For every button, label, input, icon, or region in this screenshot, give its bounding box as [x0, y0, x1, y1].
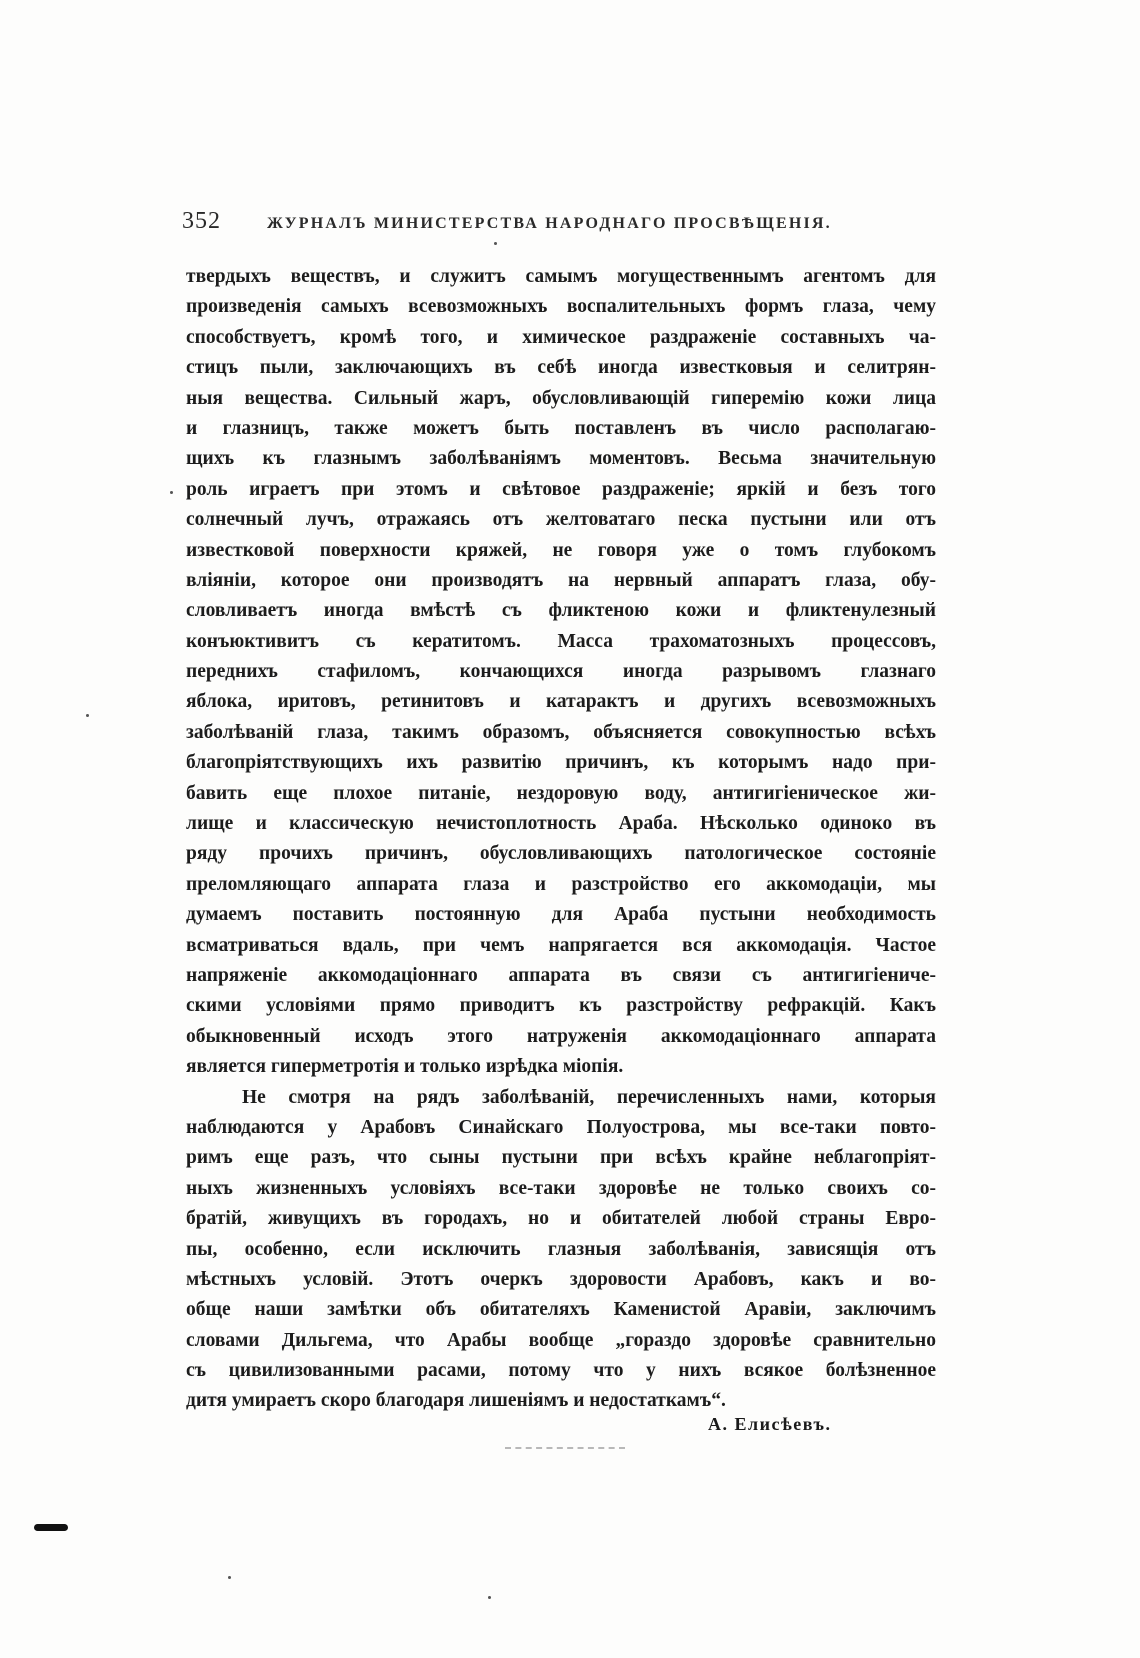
scan-speck — [494, 242, 497, 245]
text-line: ныхъ жизненныхъ условіяхъ все-таки здоровѣе не только своихъ со- — [186, 1177, 936, 1199]
text-line: ряду прочихъ причинъ, обусловливающихъ патологическое состояніе — [186, 843, 936, 865]
text-line: ныя вещества. Сильный жаръ, обусловливающій гиперемію кожи лица — [186, 387, 936, 409]
text-line: всматриваться вдаль, при чемъ напрягается вся аккомодація. Частое — [186, 934, 936, 956]
text-line: братій, живущихъ въ городахъ, но и обитателей любой страны Евро- — [186, 1208, 936, 1230]
text-line: заболѣваній глаза, такимъ образомъ, объясняется совокупностью всѣхъ — [186, 721, 936, 743]
paragraph-1 — [186, 262, 936, 1083]
text-line: благопріятствующихъ ихъ развитію причинъ, къ которымъ надо при- — [186, 752, 936, 774]
text-line: римъ еще разъ, что сыны пустыни при всѣхъ крайне неблагопріят- — [186, 1147, 936, 1169]
text-line: твердыхъ веществъ, и служитъ самымъ могущественнымъ агентомъ для — [186, 266, 936, 287]
text-line: стицъ пыли, заключающихъ въ себѣ иногда известковыя и селитрян- — [186, 357, 936, 379]
text-line: словливаетъ иногда вмѣстѣ съ фликтеною кожи и фликтенулезный — [186, 600, 936, 622]
text-line: словами Дильгема, что Арабы вообще „гораздо здоровѣе сравнительно — [186, 1329, 936, 1351]
text-line: преломляющаго аппарата глаза и разстройство его аккомодаціи, мы — [186, 873, 936, 895]
text-line: мѣстныхъ условій. Этотъ очеркъ здоровости Арабовъ, какъ и во- — [186, 1268, 936, 1290]
text-line: дитя умираетъ скоро благодаря лишеніямъ и недостаткамъ“. — [186, 1390, 726, 1412]
author-signature: А. Елисѣевъ. — [708, 1414, 832, 1434]
text-line: конъюктивитъ съ кератитомъ. Масса трахоматозныхъ процессовъ, — [186, 630, 936, 652]
running-head: ЖУРНАЛЪ МИНИСТЕРСТВА НАРОДНАГО ПРОСВѢЩЕНІЯ. — [267, 215, 832, 232]
text-line: переднихъ стафиломъ, кончающихся иногда разрывомъ глазнаго — [186, 661, 936, 683]
text-line: думаемъ поставить постоянную для Араба пустыни необходимость — [186, 904, 936, 926]
paragraph-2 — [186, 1083, 936, 1417]
scan-speck — [86, 714, 89, 717]
text-line: напряженіе аккомодаціоннаго аппарата въ связи съ антигигіениче- — [186, 964, 936, 986]
text-line: произведенія самыхъ всевозможныхъ воспалительныхъ формъ глаза, чему — [186, 296, 936, 318]
text-line: солнечный лучъ, отражаясь отъ желтоватаго песка пустыни или отъ — [186, 509, 936, 531]
text-line: обще наши замѣтки объ обитателяхъ Каменистой Аравіи, заключимъ — [186, 1299, 936, 1321]
text-line: съ цивилизованными расами, потому что у нихъ всякое болѣзненное — [186, 1360, 936, 1382]
section-divider — [505, 1447, 625, 1449]
scan-mark — [34, 1524, 68, 1531]
text-line: известковой поверхности кряжей, не говоря уже о томъ глубокомъ — [186, 539, 936, 561]
text-line: является гиперметротія и только изрѣдка міопія. — [186, 1056, 624, 1078]
text-line: пы, особенно, если исключить глазныя заболѣванія, зависящія отъ — [186, 1238, 936, 1260]
page-number: 352 — [182, 208, 221, 234]
text-line: вліяніи, которое они производятъ на нервный аппаратъ глаза, обу- — [186, 569, 936, 591]
text-line: яблока, иритовъ, ретинитовъ и катарактъ и другихъ всевозможныхъ — [186, 691, 936, 713]
text-line: скими условіями прямо приводитъ къ разстройству рефракцій. Какъ — [186, 995, 936, 1017]
scan-speck — [228, 1576, 231, 1579]
text-line: наблюдаются у Арабовъ Синайскаго Полуострова, мы все-таки повто- — [186, 1116, 936, 1138]
body-text — [186, 262, 936, 1417]
scan-speck — [170, 491, 173, 494]
text-line: Не смотря на рядъ заболѣваній, перечисленныхъ нами, которыя — [242, 1086, 936, 1108]
text-line: способствуетъ, кромѣ того, и химическое раздраженіе составныхъ ча- — [186, 326, 936, 348]
text-line: и глазницъ, также можетъ быть поставленъ въ число располагаю- — [186, 417, 936, 439]
text-line: щихъ къ глазнымъ заболѣваніямъ моментовъ. Весьма значительную — [186, 448, 936, 470]
text-line: обыкновенный исходъ этого натруженія аккомодаціоннаго аппарата — [186, 1025, 936, 1047]
text-line: лище и классическую нечистоплотность Араба. Нѣсколько одиноко въ — [186, 813, 936, 835]
page-header — [182, 208, 942, 244]
scan-speck — [488, 1596, 491, 1599]
text-line: роль играетъ при этомъ и свѣтовое раздраженіе; яркій и безъ того — [186, 478, 936, 500]
text-line: бавить еще плохое питаніе, нездоровую воду, антигигіеническое жи- — [186, 782, 936, 804]
